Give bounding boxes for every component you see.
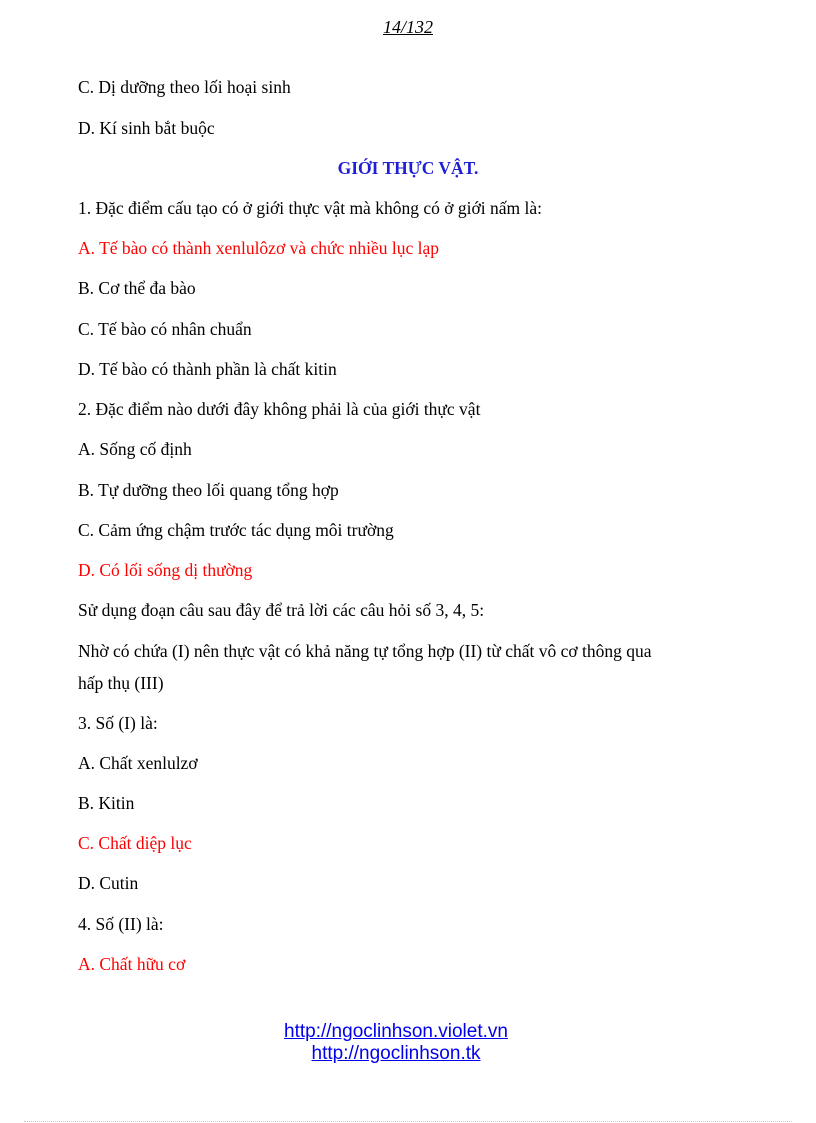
answer-option: C. Tế bào có nhân chuẩn: [78, 319, 252, 339]
answer-option: C. Dị dưỡng theo lối hoại sinh: [78, 77, 291, 97]
section-heading: GIỚI THỰC VẬT.: [337, 158, 479, 178]
footer-link-tk[interactable]: http://ngoclinhson.tk: [311, 1043, 481, 1064]
question: 3. Số (I) là:: [78, 713, 158, 733]
page-bottom-divider: [24, 1121, 792, 1122]
answer-option: A. Chất xenlulzơ: [78, 753, 198, 773]
passage: hấp thụ (III): [78, 673, 164, 693]
instruction: Sử dụng đoạn câu sau đây để trả lời các câu hỏi số 3, 4, 5:: [78, 600, 485, 620]
answer-option: C. Cảm ứng chậm trước tác dụng môi trường: [78, 520, 394, 540]
question: 2. Đặc điểm nào dưới đây không phải là của giới thực vật: [78, 399, 481, 419]
answer-option: B. Tự dưỡng theo lối quang tổng hợp: [78, 480, 339, 500]
answer-option: D. Tế bào có thành phần là chất kitin: [78, 359, 337, 379]
answer-option: D. Cutin: [78, 873, 139, 893]
footer-links: [0, 1021, 792, 1065]
passage: Nhờ có chứa (I) nên thực vật có khả năng tự tổng hợp (II) từ chất vô cơ thông qua: [78, 641, 652, 661]
correct-answer: D. Có lối sống dị thường: [78, 560, 253, 580]
correct-answer: C. Chất diệp lục: [78, 833, 192, 853]
footer-link-violet[interactable]: http://ngoclinhson.violet.vn: [284, 1021, 508, 1042]
answer-option: B. Kitin: [78, 793, 135, 813]
correct-answer: A. Tế bào có thành xenlulôzơ và chức nhiều lục lạp: [78, 238, 440, 258]
question: 1. Đặc điểm cấu tạo có ở giới thực vật mà không có ở giới nấm là:: [78, 198, 542, 218]
answer-option: D. Kí sinh bắt buộc: [78, 118, 215, 138]
answer-option: B. Cơ thể đa bào: [78, 278, 196, 298]
correct-answer: A. Chất hữu cơ: [78, 954, 186, 974]
page-number: 14/132: [382, 17, 433, 37]
answer-option: A. Sống cố định: [78, 439, 192, 459]
question: 4. Số (II) là:: [78, 914, 164, 934]
